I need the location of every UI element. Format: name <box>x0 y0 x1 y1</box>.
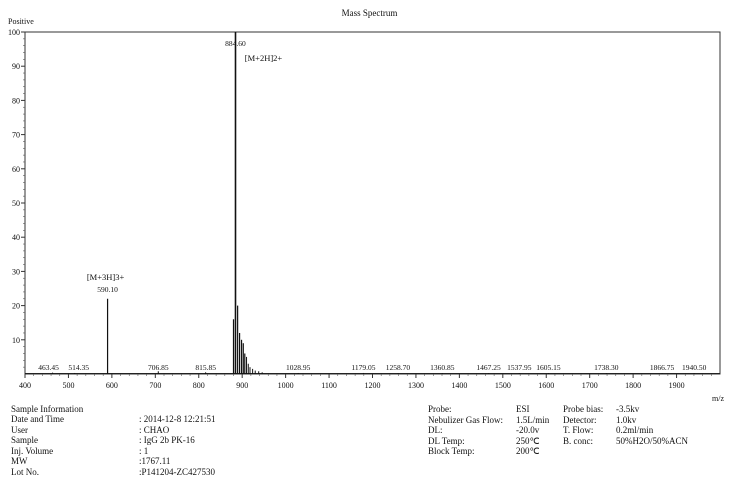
instrument-value: 1.0kv <box>616 414 637 425</box>
sample-info-value: : 2014-12-8 12:21:51 <box>139 414 216 424</box>
peak-label: 1940.50 <box>681 363 707 372</box>
instrument-value: 250℃ <box>516 435 540 446</box>
instrument-value: ESI <box>516 404 530 414</box>
peak-label: 590.10 <box>97 284 118 294</box>
instrument-value: -3.5kv <box>616 404 640 414</box>
peak-label: 815.85 <box>195 363 216 372</box>
instrument-value: 1.5L/min <box>516 414 550 425</box>
x-tick-label: 1200 <box>364 381 381 390</box>
peak-label: 1179.05 <box>351 363 376 372</box>
sample-info-value: : IgG 2b PK-16 <box>139 435 195 446</box>
peak-label: 463.45 <box>38 363 59 372</box>
peak-label: 1866.75 <box>649 363 675 372</box>
instrument-value: 50%H2O/50%ACN <box>616 435 688 446</box>
sample-info-value: :P141204-ZC427530 <box>139 466 216 477</box>
y-tick-label: 20 <box>12 301 20 311</box>
x-tick-label: 1500 <box>494 381 511 390</box>
instrument-label: Probe bias: <box>563 404 604 414</box>
y-tick-label: 10 <box>12 335 20 345</box>
x-tick-label: 1100 <box>321 381 337 390</box>
instrument-label: DL Temp: <box>428 435 465 446</box>
sample-info-heading: Sample Information <box>11 404 84 414</box>
x-axis-label: m/z <box>712 394 724 403</box>
x-tick-label: 1900 <box>668 381 685 390</box>
instrument-label: T. Flow: <box>563 425 594 436</box>
peak-label: 1258.70 <box>385 363 411 372</box>
peak-label: 514.35 <box>68 363 89 372</box>
y-tick-label: 50 <box>12 199 20 208</box>
x-tick-label: 1700 <box>581 381 598 390</box>
instrument-label: Detector: <box>563 414 597 425</box>
peak-label: 884.60 <box>225 39 246 48</box>
chart-title: Mass Spectrum <box>341 8 398 18</box>
instrument-value: 0.2ml/min <box>616 425 654 436</box>
peak-label: 1537.95 <box>507 363 532 372</box>
sample-info-label: Lot No. <box>11 466 39 477</box>
x-tick-label: 600 <box>105 381 118 390</box>
peak-label: 1360.85 <box>430 363 455 372</box>
sample-info-label: MW <box>11 456 28 467</box>
instrument-label: B. conc: <box>563 435 593 446</box>
y-tick-label: 30 <box>12 267 20 277</box>
ion-annotation: [M+3H]3+ <box>86 271 125 282</box>
instrument-value: 200℃ <box>516 446 540 457</box>
y-tick-label: 60 <box>12 164 20 174</box>
x-tick-label: 1300 <box>407 381 424 390</box>
x-tick-label: 400 <box>19 381 31 390</box>
x-tick-label: 500 <box>62 381 75 390</box>
plot-frame <box>25 32 720 374</box>
x-tick-label: 800 <box>192 381 205 390</box>
instrument-labels-2 <box>563 404 603 446</box>
sample-info-label: User <box>11 424 28 435</box>
polarity-label: Positive <box>8 17 34 26</box>
instrument-label: Block Temp: <box>428 446 475 457</box>
instrument-values-2 <box>616 404 688 446</box>
peak-label: 1467.25 <box>476 363 501 372</box>
sample-info-values <box>139 414 216 478</box>
sample-info-value: :1767.11 <box>139 456 171 467</box>
x-tick-label: 1000 <box>277 381 294 390</box>
peak-label: 1028.95 <box>286 363 311 372</box>
sample-info-value: : 1 <box>139 445 149 456</box>
x-tick-label: 1800 <box>625 381 642 390</box>
instrument-labels <box>428 404 503 457</box>
x-tick-label: 700 <box>149 381 162 390</box>
y-tick-label: 100 <box>8 28 20 37</box>
y-tick-label: 80 <box>12 96 20 106</box>
sample-info-label: Inj. Volume <box>11 445 54 456</box>
sample-info-label: Date and Time <box>11 414 64 424</box>
ion-annotation: [M+2H]2+ <box>244 53 283 63</box>
instrument-label: DL: <box>428 425 443 436</box>
sample-info-value: : CHAO <box>139 424 170 435</box>
x-tick-label: 1400 <box>451 381 468 390</box>
peak-label: 1605.15 <box>536 363 561 372</box>
instrument-values <box>516 404 549 457</box>
sample-info-label: Sample <box>11 435 38 446</box>
x-tick-label: 1600 <box>538 381 555 390</box>
peak-label: 706.85 <box>147 363 169 372</box>
instrument-label: Probe: <box>428 404 452 414</box>
peak-label: 1738.30 <box>594 363 619 372</box>
y-tick-label: 70 <box>12 130 20 140</box>
sample-info-labels <box>11 414 64 478</box>
y-tick-label: 40 <box>12 233 20 243</box>
x-tick-label: 900 <box>236 381 249 390</box>
instrument-label: Nebulizer Gas Flow: <box>428 414 503 425</box>
instrument-value: -20.0v <box>516 425 540 436</box>
y-tick-label: 90 <box>12 62 20 72</box>
